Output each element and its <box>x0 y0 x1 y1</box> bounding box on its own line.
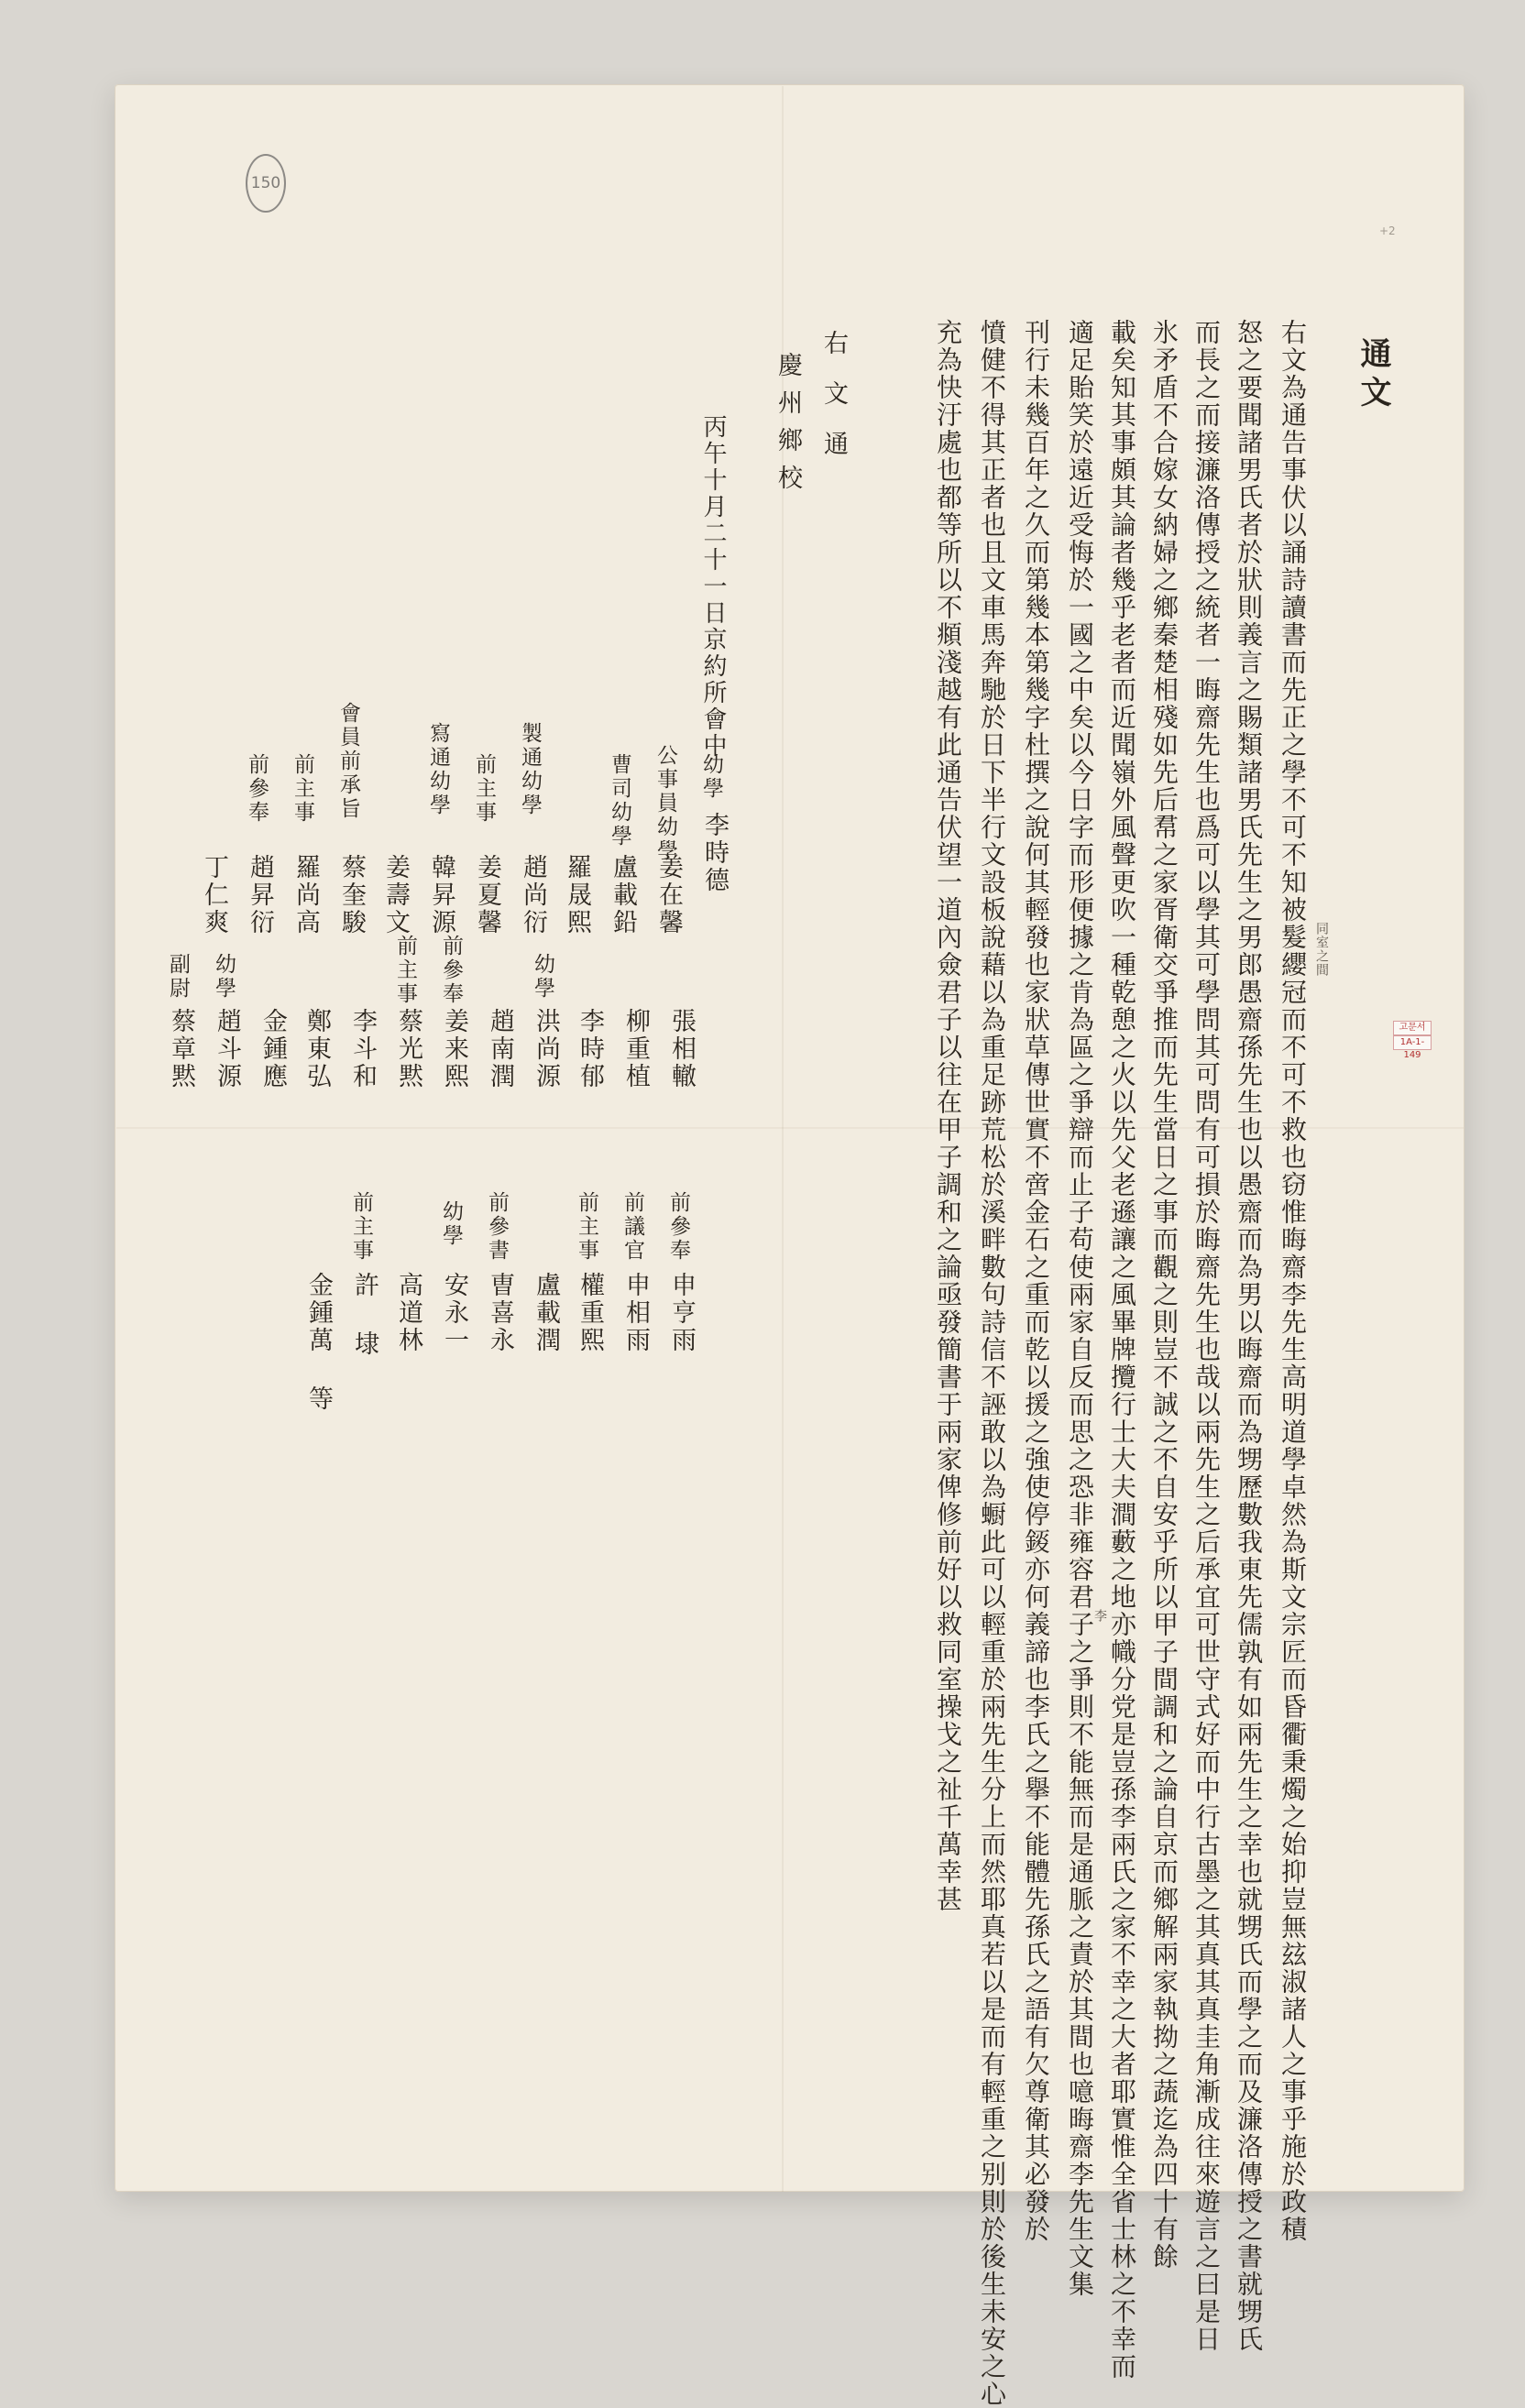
signatory-upper-4-title: 製通幼學 <box>518 722 542 817</box>
signatory-middle-12-name: 蔡章黙 <box>167 1008 195 1090</box>
signatory-upper-5-name: 姜夏馨 <box>473 854 501 936</box>
signatory-upper-10-title: 前參奉 <box>245 753 269 825</box>
signatory-middle-6-title: 前參奉 <box>439 935 463 1006</box>
lead-signatory-title: 幼學 <box>699 753 723 801</box>
signatory-lower-6-title: 幼學 <box>439 1200 463 1248</box>
date-line: 丙午十月二十一日京約所會中 <box>699 414 727 760</box>
signatory-lower-7-name: 高道林 <box>394 1272 422 1354</box>
signatory-upper-9-title: 前主事 <box>291 753 314 825</box>
document-title: 通文 <box>1355 337 1391 414</box>
signatory-upper-6-name: 韓昇源 <box>427 854 455 936</box>
signatory-middle-5-name: 趙南潤 <box>486 1008 514 1090</box>
signatory-upper-1-title: 公事員幼學 <box>653 744 677 863</box>
signatory-lower-1-name: 申亨雨 <box>667 1272 696 1354</box>
signatory-lower-9-name: 金鍾萬 等 <box>304 1272 333 1413</box>
signatory-upper-6-title: 寫通幼學 <box>426 722 450 817</box>
signatory-lower-6-name: 安永一 <box>440 1272 468 1354</box>
signatory-middle-7-title: 前主事 <box>393 935 417 1006</box>
signatory-middle-3-name: 李時郁 <box>576 1008 604 1090</box>
pencil-page-number: 150 <box>246 154 286 213</box>
signatory-middle-4-name: 洪尚源 <box>532 1008 560 1090</box>
lead-signatory-name: 李時德 <box>700 812 729 894</box>
signatory-lower-5-title: 前參書 <box>485 1191 509 1263</box>
signatory-middle-9-name: 鄭東弘 <box>302 1008 331 1090</box>
interlinear-note: 同室之間 <box>1314 922 1329 977</box>
signatory-upper-7-name: 姜壽文 <box>381 854 410 936</box>
signatory-lower-2-title: 前議官 <box>620 1191 644 1263</box>
signatory-lower-4-name: 盧載潤 <box>532 1272 560 1354</box>
signatory-middle-4-title: 幼學 <box>531 953 554 1001</box>
signatory-middle-10-name: 金鍾應 <box>258 1008 287 1090</box>
body-line-8: 憤健不得其正者也且文車馬奔馳於日下半行文設板說藉以為重足跡荒松於溪畔數句詩信不誣敢以為蟵此可以輕重於兩先生分上而然耶真若以是而有輕重之别則於後生未安之心 <box>977 319 1007 2408</box>
signatory-lower-3-name: 權重熙 <box>576 1272 604 1354</box>
signatory-middle-1-name: 張相轍 <box>667 1008 696 1090</box>
body-line-3: 而長之而接濂洛傳授之統者一晦齋先生也爲可以學其可學問其可問有可損於晦齋先生也哉以兩先生之后承宜可世守式好而中行古墨之其真其真圭角漸成往來遊言之曰是日 <box>1191 319 1222 2353</box>
body-line-5: 載矣知其事頗其論者幾乎老者而近聞嶺外風聲更吹一種乾憩之火以先父老遜讓之風畢牌攬行士大夫澗藪之地亦幟分党是豈孫李兩氏之家不幸之大者耶實惟全省士林之不幸而 <box>1107 319 1137 2381</box>
body-line-7: 刊行未幾百年之久而第幾本第幾字杜撰之說何其輕發也家狀草傳世實不啻金石之重而乾以援之強使停錽亦何義諦也李氏之擧不能體先孫氏之語有欠尊衛其必發於 <box>1021 319 1051 2243</box>
body-line-6: 適足貽笑於遠近受悔於一國之中矣以今日字而形便據之肯為區之爭辯而止子苟使兩家自反而思之恐非雍容君子之爭則不能無而是通脈之責於其間也噫晦齋李先生文集 <box>1065 319 1095 2298</box>
signatory-upper-11-name: 丁仁爽 <box>200 854 228 936</box>
signatory-upper-1-name: 姜在馨 <box>654 854 683 936</box>
signatory-lower-8-title: 前主事 <box>349 1191 373 1263</box>
signatory-upper-9-name: 羅尚高 <box>291 854 320 936</box>
signatory-upper-8-title: 會員前承旨 <box>336 702 360 821</box>
archive-tag-bottom: 1A-1-149 <box>1393 1035 1432 1050</box>
signatory-lower-3-title: 前主事 <box>575 1191 598 1263</box>
signatory-middle-6-name: 姜来熙 <box>440 1008 468 1090</box>
signatory-middle-7-name: 蔡光黙 <box>394 1008 422 1090</box>
signatory-upper-3-name: 羅晟熙 <box>563 854 591 936</box>
signatory-middle-11-title: 幼學 <box>212 953 236 1001</box>
signatory-middle-12-title: 副尉 <box>166 953 190 1001</box>
signatory-upper-2-title: 曹司幼學 <box>608 753 631 848</box>
body-line-9: 充為快汙處也都等所以不頫淺越有此通告伏望一道內僉君子以往在甲子調和之論亟發簡書于兩家俾修前好以救同室操戈之祉千萬幸甚 <box>933 319 963 1913</box>
signatory-lower-2-name: 申相雨 <box>621 1272 650 1354</box>
signatory-middle-8-name: 李斗和 <box>348 1008 377 1090</box>
signatory-upper-4-name: 趙尚衍 <box>519 854 547 936</box>
archive-tag-top: 고문서 <box>1393 1021 1432 1035</box>
body-line-2: 怒之要聞諸男氏者於狀則義言之賜類諸男氏先生之男郎愚齋孫先生也以愚齋而為男以晦齋而為甥歷數我東先儒孰有如兩先生之幸也就甥氏而學之而及濂洛傳授之書就甥氏 <box>1234 319 1264 2353</box>
signatory-upper-8-name: 蔡奎駿 <box>337 854 366 936</box>
signatory-lower-1-title: 前參奉 <box>666 1191 690 1263</box>
signatory-upper-2-name: 盧載鉛 <box>609 854 637 936</box>
signatory-upper-5-title: 前主事 <box>472 753 496 825</box>
closing-phrase: 右文通 <box>819 330 848 481</box>
body-line-4: 氷矛盾不合嫁女納婦之鄉秦楚相殘如先后帬之家胥衛交爭推而先生當日之事而觀之則豈不誠之不自安乎所以甲子間調和之論自京而鄉解兩家執拗之蔬迄為四十有餘 <box>1149 319 1179 2271</box>
signatory-lower-8-name: 許 埭 <box>350 1272 379 1358</box>
side-note: 李 <box>1092 1609 1107 1625</box>
signatory-upper-10-name: 趙昇衍 <box>246 854 274 936</box>
signatory-middle-11-name: 趙斗源 <box>213 1008 241 1090</box>
body-line-1: 右文為通告事伏以誦詩讀書而先正之學不可不知被髮纓冠而不可不救也窃惟晦齋李先生高明道學卓然為斯文宗匠而昏衢秉燭之始抑豈無玆淑諸人之事乎施於政積 <box>1278 319 1308 2243</box>
recipient: 慶州鄉校 <box>773 352 802 502</box>
signatory-middle-2-name: 柳重植 <box>621 1008 650 1090</box>
tiny-archive-note: +2 <box>1379 224 1396 237</box>
signatory-lower-5-name: 曺喜永 <box>486 1272 514 1354</box>
